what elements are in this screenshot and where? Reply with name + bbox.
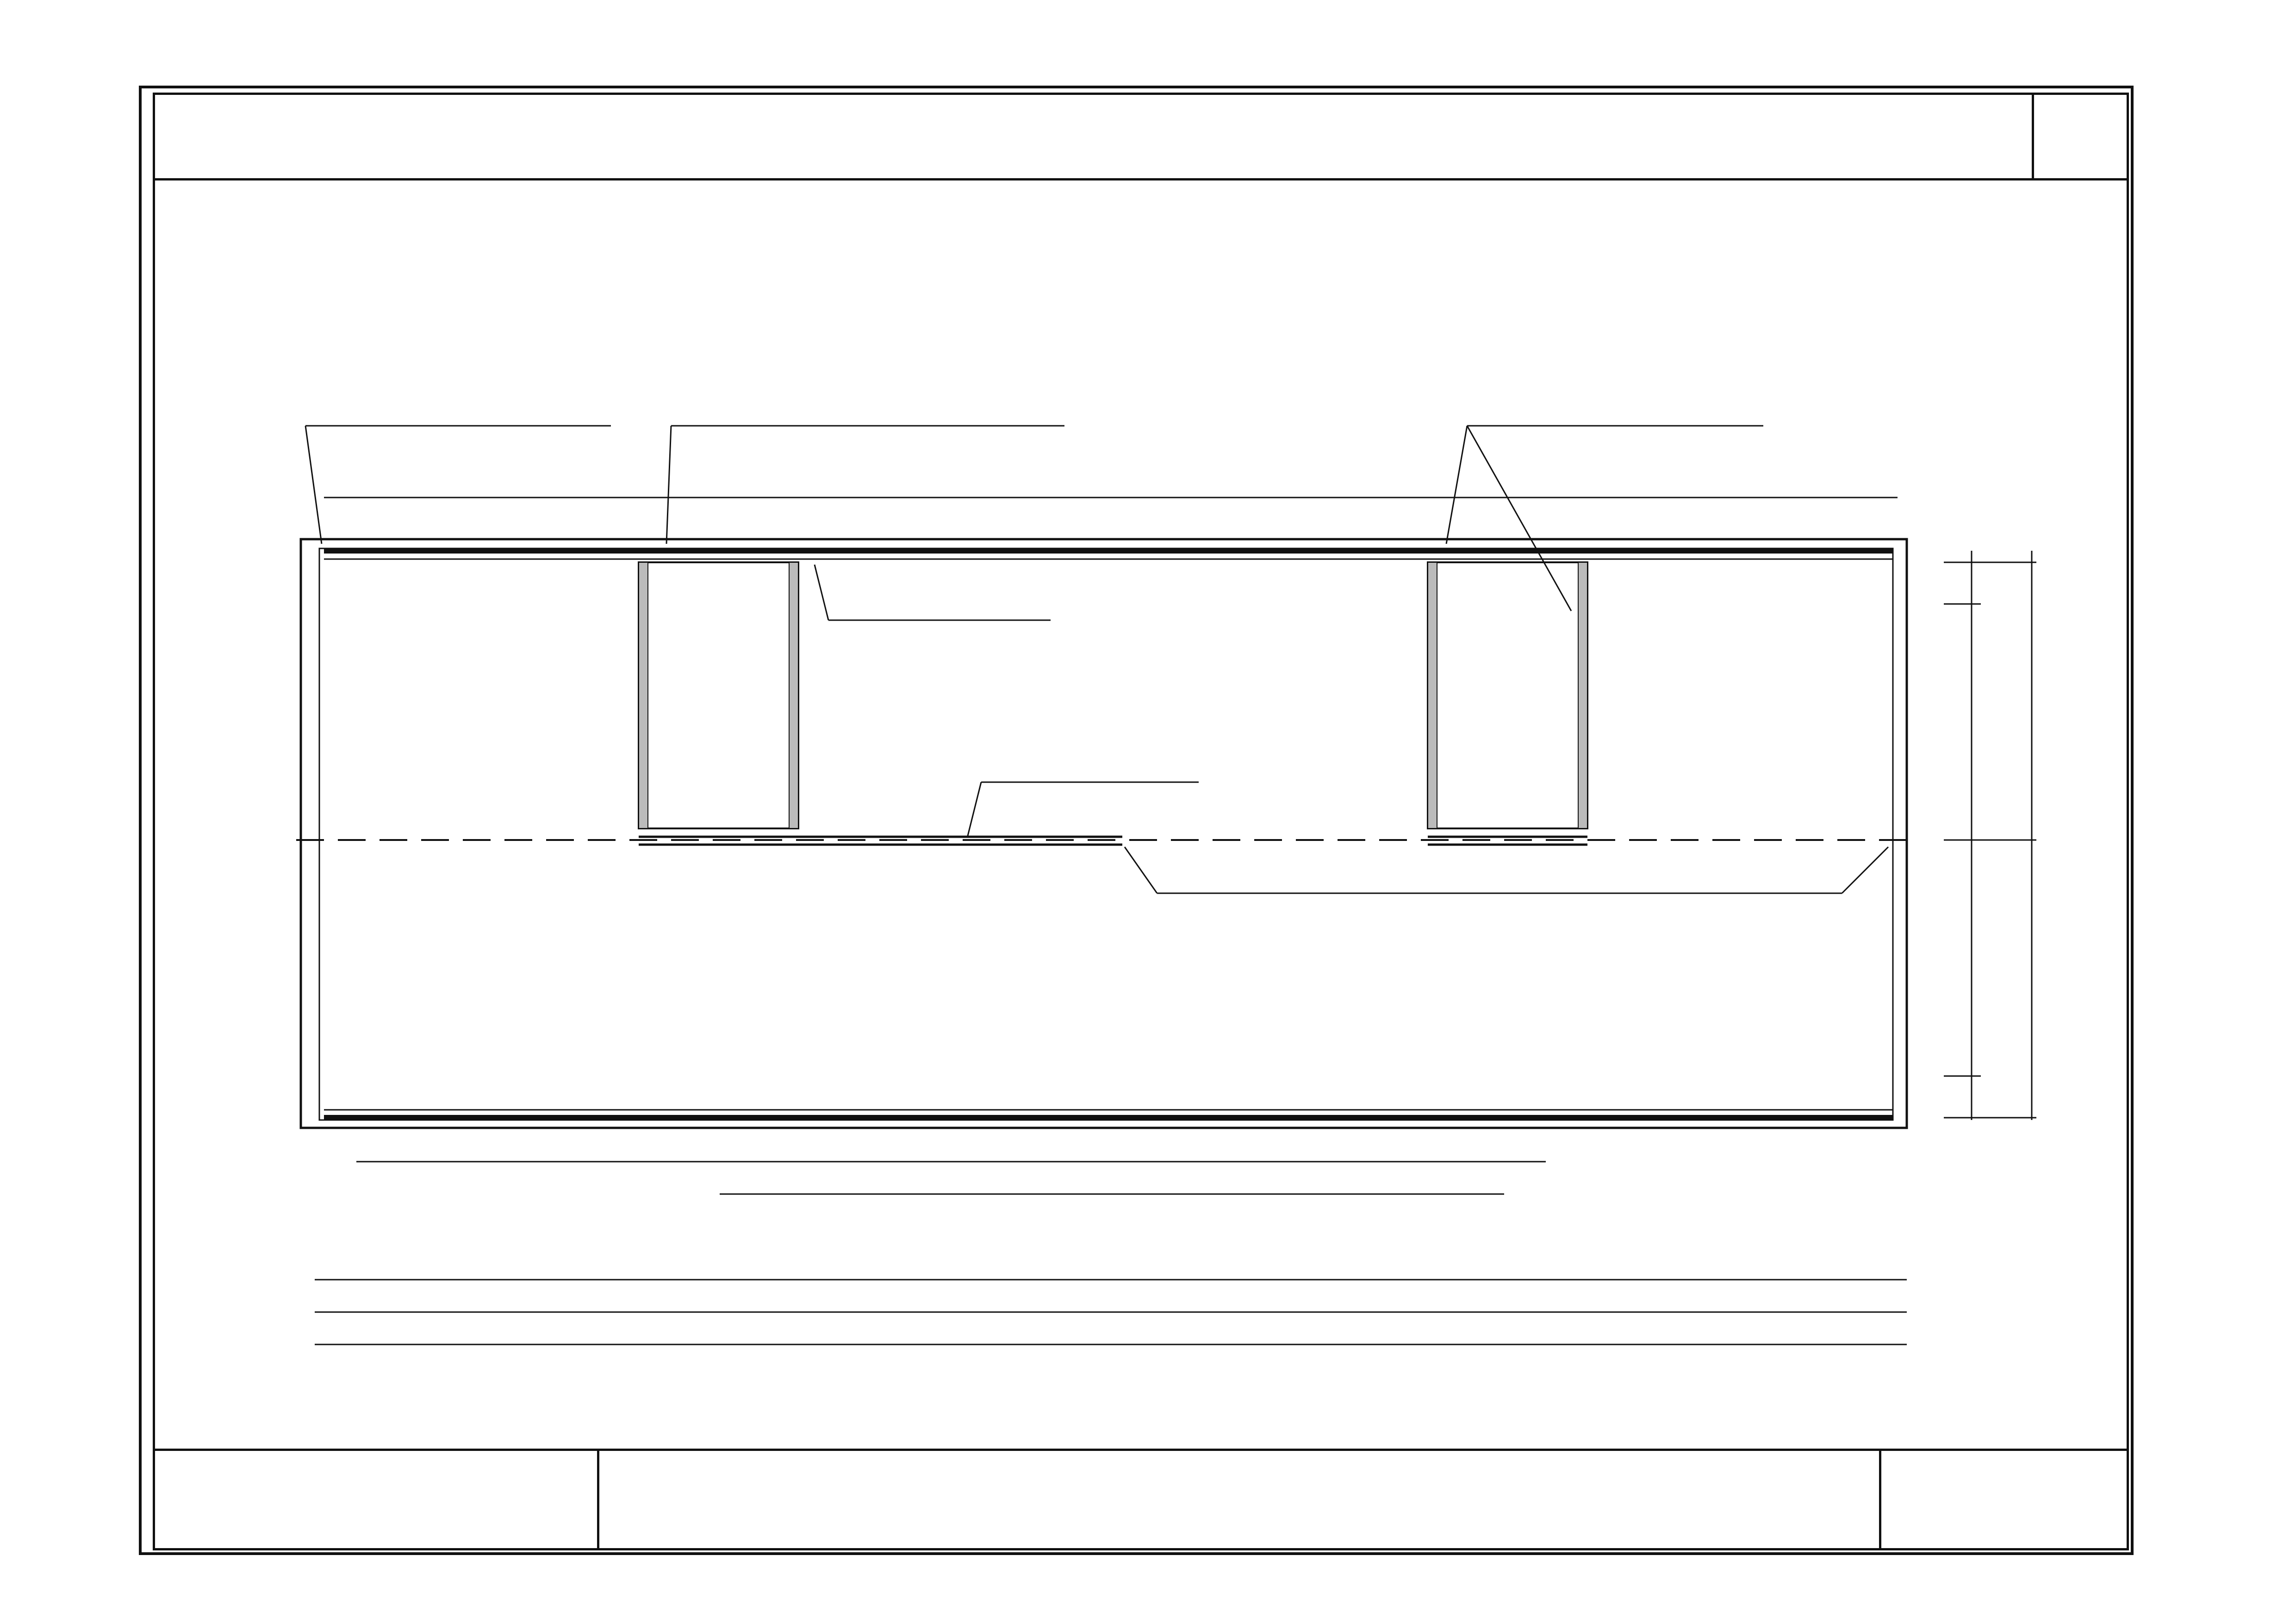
stair-cell-2 [1428,562,1587,828]
title-block-series [153,1451,599,1550]
drawing-title [599,1451,1879,1550]
building-inner-outline [319,548,1893,1120]
stair-cells [639,562,1587,828]
title-block [153,1449,2129,1550]
stair-cell-1 [639,562,798,828]
building-outline [301,539,1907,1128]
right-dim-line [1944,551,2036,1120]
bottom-dim-lines [315,1280,1907,1344]
title-block-org [1879,1451,2129,1550]
callout-leaders [305,426,1888,1194]
